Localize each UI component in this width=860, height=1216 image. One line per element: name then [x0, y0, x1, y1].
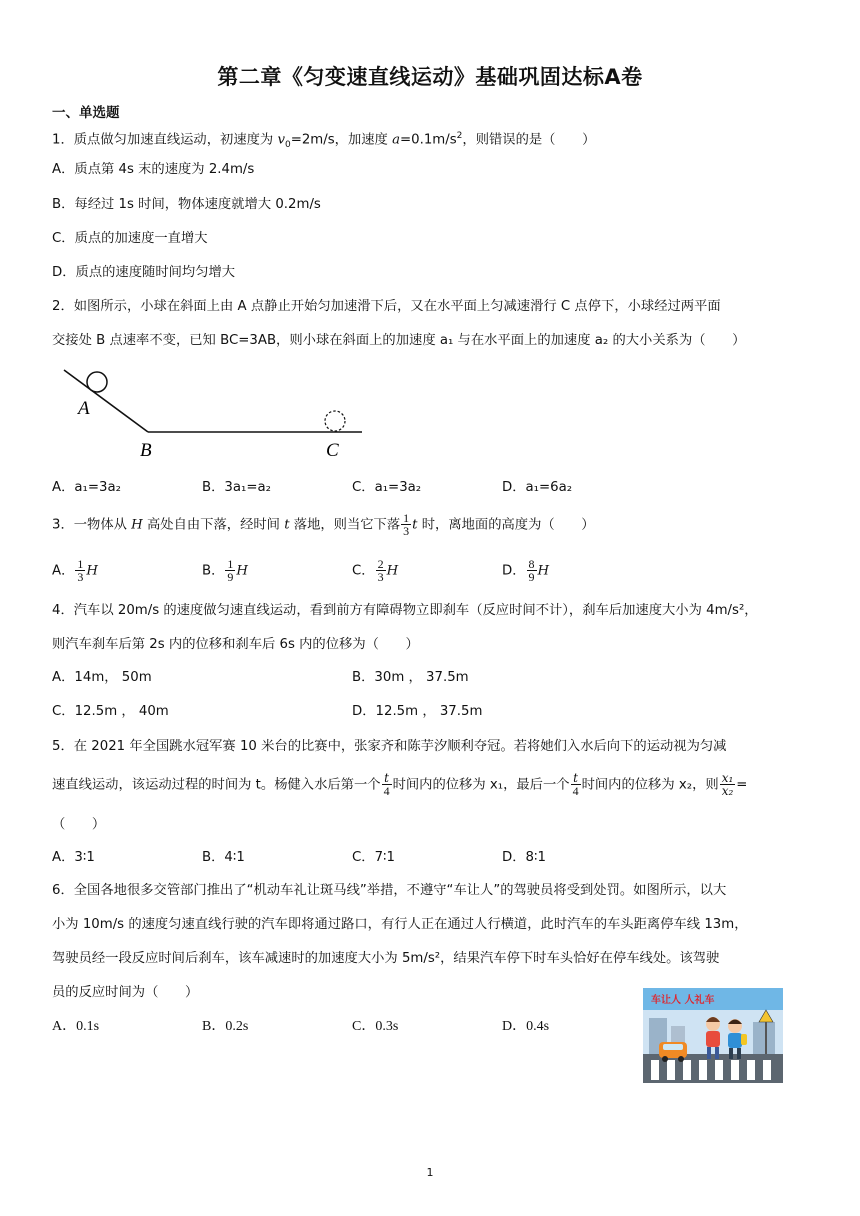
q6-option-d[interactable]: D．0.4s: [502, 1019, 550, 1034]
q5-stem-line1: 5．在 2021 年全国跳水冠军赛 10 米台的比赛中，张家齐和陈芋汐顺利夺冠。若将她们入水后向下的运动视为匀减: [52, 739, 727, 754]
q6-stem-line1: 6．全国各地很多交管部门推出了“机动车礼让斑马线”举措，不遵守“车让人”的驾驶员将受到处罚。如图所示，以大: [52, 883, 727, 898]
ball-circle: [87, 372, 107, 392]
q6-option-c[interactable]: C．0.3s: [352, 1019, 399, 1034]
q3-option-d[interactable]: D． $\frac{8}{9}$ H: [502, 557, 550, 584]
q4-option-c[interactable]: C．12.5m ， 40m: [52, 704, 169, 719]
q3-fraction: $\frac{1}{3}$: [403, 511, 410, 538]
q6-option-a[interactable]: A．0.1s: [52, 1019, 100, 1034]
label-a: A: [78, 398, 90, 419]
q2-option-d[interactable]: D．a₁=6a₂: [502, 480, 573, 495]
q1-option-b[interactable]: B．每经过 1s 时间，物体速度就增大 0.2m/s: [52, 197, 321, 212]
page-title: 第二章《匀变速直线运动》基础巩固达标A卷: [217, 65, 643, 89]
q3-option-a[interactable]: A． $\frac{1}{3}$ H: [52, 557, 99, 584]
q2-option-a[interactable]: A．a₁=3a₂: [52, 480, 121, 495]
q3-option-c[interactable]: C． $\frac{2}{3}$ H: [352, 557, 399, 584]
q3-option-b[interactable]: B． $\frac{1}{9}$ H: [202, 557, 249, 584]
q1-option-d[interactable]: D．质点的速度随时间均匀增大: [52, 265, 236, 280]
ball-dashed-circle: [325, 411, 345, 431]
q1-option-c[interactable]: C．质点的加速度一直增大: [52, 231, 208, 246]
q2-stem-line1: 2．如图所示，小球在斜面上由 A 点静止开始匀加速滑下后，又在水平面上匀减速滑行 C 点停下，小球经过两平面: [52, 299, 721, 314]
q2-option-b[interactable]: B．3a₁=a₂: [202, 480, 271, 495]
section-heading: 一、单选题: [52, 105, 120, 121]
q5-option-c[interactable]: C．7∶1: [352, 850, 395, 865]
q4-option-a[interactable]: A．14m， 50m: [52, 670, 152, 685]
label-b: B: [140, 440, 152, 461]
illustration-caption: 车让人 人礼车: [651, 995, 715, 1006]
q6-stem-line2: 小为 10m/s 的速度匀速直线行驶的汽车即将通过路口，有行人正在通过人行横道，此时汽车的车头距离停车线 13m，: [52, 917, 748, 932]
q6-stem-line4: 员的反应时间为（ ）: [52, 985, 199, 1000]
q5-option-b[interactable]: B．4∶1: [202, 850, 245, 865]
q1-stem: 1．质点做匀加速直线运动，初速度为 $v_0=2m/s$，加速度 $a=0.1m/s^2$，则错误的是（ ）: [52, 131, 596, 151]
q1-option-a[interactable]: A．质点第 4s 末的速度为 2.4m/s: [52, 162, 255, 177]
incline-figure: [58, 366, 368, 462]
q3-stem: 3．一物体从 H 高处自由下落，经时间 t 落地，则当它下落 $\frac{1}{3}$ t 时，离地面的高度为（ ）: [52, 511, 595, 538]
q4-stem-line1: 4．汽车以 20m/s 的速度做匀速直线运动，看到前方有障碍物立即刹车（反应时间不计），刹车后加速度大小为 4m/s²，: [52, 603, 758, 618]
q2-stem-line2: 交接处 B 点速率不变，已知 BC=3AB，则小球在斜面上的加速度 a₁ 与在水平面上的加速度 a₂ 的大小关系为（ ）: [52, 333, 746, 348]
q6-stem-line3: 驾驶员经一段反应时间后刹车，该车减速时的加速度大小为 5m/s²，结果汽车停下时车头恰好在停车线处。该驾驶: [52, 951, 720, 966]
label-c: C: [326, 440, 339, 461]
q4-option-d[interactable]: D．12.5m ， 37.5m: [352, 704, 483, 719]
q5-option-d[interactable]: D．8∶1: [502, 850, 546, 865]
q4-stem-line2: 则汽车刹车后第 2s 内的位移和刹车后 6s 内的位移为（ ）: [52, 637, 419, 652]
q5-stem-line2: 速直线运动，该运动过程的时间为 t。杨健入水后第一个 $\frac{t}{4}$ 时间内的位移为 x₁，最后一个 $\frac{t}{4}$ 时间内的位移为 x₂，则 $\frac{\text{x₁}}{\text{x₂}}$ =: [52, 771, 748, 798]
page-number: 1: [426, 1166, 434, 1179]
q2-option-c[interactable]: C．a₁=3a₂: [352, 480, 422, 495]
q4-option-b[interactable]: B．30m ， 37.5m: [352, 670, 469, 685]
q6-option-b[interactable]: B．0.2s: [202, 1019, 249, 1034]
crosswalk-illustration: [643, 988, 783, 1083]
q5-option-a[interactable]: A．3∶1: [52, 850, 95, 865]
q5-stem-line3: （ ）: [52, 817, 106, 832]
